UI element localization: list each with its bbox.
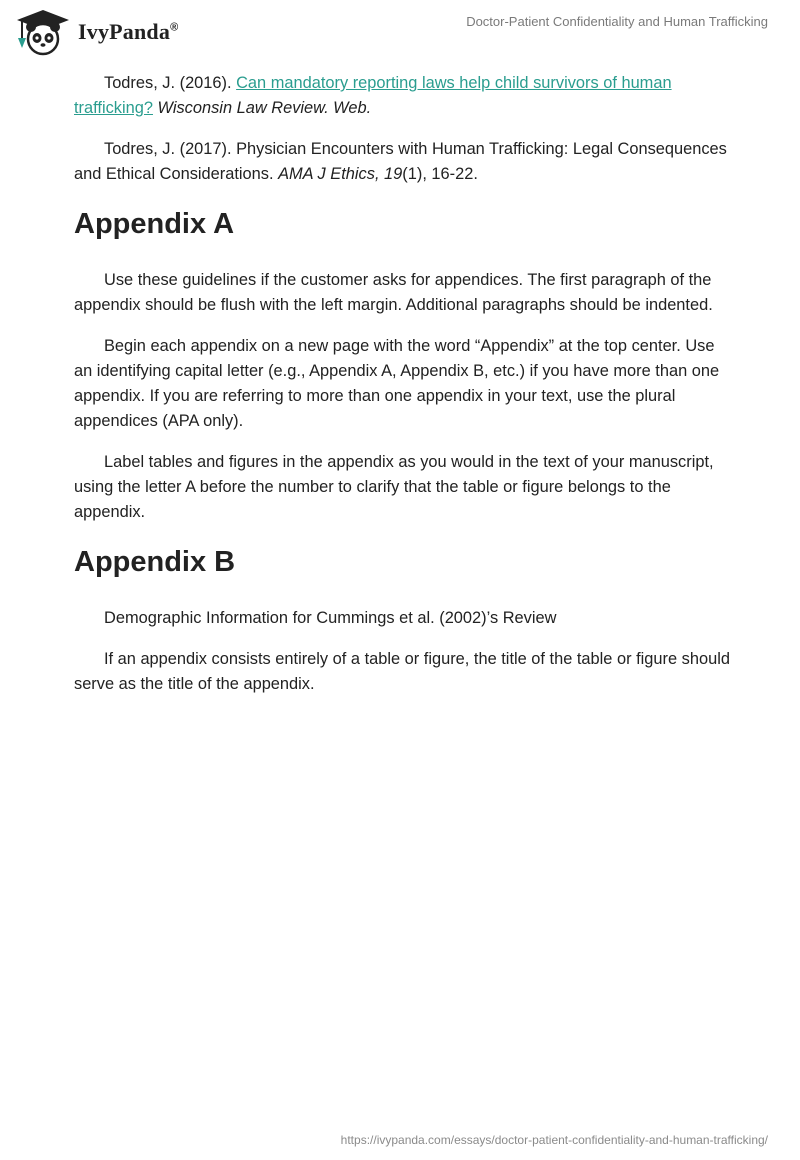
document-body: [74, 71, 734, 713]
appendix-a-heading: Appendix A: [74, 208, 235, 240]
reference-todres-2016: Todres, J. (2016). Can mandatory reporting laws help child survivors of human trafficking? Wisconsin Law Review. Web.: [74, 74, 672, 117]
document-title: Doctor-Patient Confidentiality and Human Trafficking: [466, 14, 768, 29]
appendix-a-paragraph: Use these guidelines if the customer asks for appendices. The first paragraph of the appendix should be flush with the left margin. Additional paragraphs should be indented.: [74, 271, 713, 314]
page-header: [0, 0, 800, 60]
reference-todres-2017: Todres, J. (2017). Physician Encounters with Human Trafficking: Legal Consequences and Ethical Considerations. AMA J Ethics, 19(1), 16-22.: [74, 140, 727, 183]
panda-logo-icon: [14, 8, 72, 56]
appendix-a-paragraph: Label tables and figures in the appendix as you would in the text of your manuscript, using the letter A before the number to clarify that the table or figure belongs to the appendix.: [74, 453, 714, 521]
appendix-b-paragraph: Demographic Information for Cummings et al. (2002)’s Review: [104, 609, 557, 627]
brand-name: IvyPanda®: [78, 19, 179, 44]
reference-link[interactable]: Can mandatory reporting laws help child survivors of human trafficking?: [74, 74, 672, 117]
page-footer-url: https://ivypanda.com/essays/doctor-patient-confidentiality-and-human-trafficking/: [340, 1133, 768, 1147]
appendix-b-paragraph: If an appendix consists entirely of a table or figure, the title of the table or figure should serve as the title of the appendix.: [74, 650, 730, 693]
brand-logo[interactable]: [14, 8, 178, 56]
appendix-b-heading: Appendix B: [74, 546, 236, 578]
appendix-a-paragraph: Begin each appendix on a new page with the word “Appendix” at the top center. Use an identifying capital letter (e.g., Appendix A, Appendix B, etc.) if you have more than one appendix. If you are referring to more than one appendix in your text, use the plural appendices (APA only).: [74, 337, 720, 430]
